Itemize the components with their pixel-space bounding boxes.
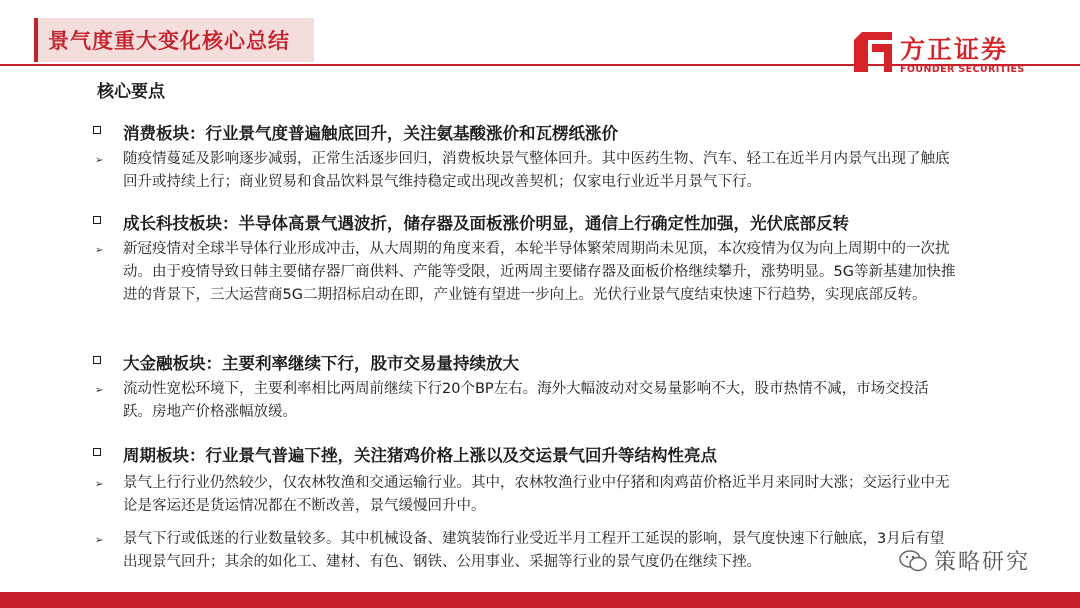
arrow-bullet-icon: ➢ (95, 155, 104, 166)
core-points-heading: 核心要点 (97, 82, 165, 102)
arrow-bullet-icon: ➢ (95, 245, 104, 256)
square-bullet-icon (93, 126, 101, 134)
section-bullet-finance: ➢ 流动性宽松环境下，主要利率相比两周前继续下行20个BP左右。海外大幅波动对交易量影响不大，股市热情不减，市场交投活跃。房地产价格涨幅放缓。 (95, 381, 929, 420)
section-heading-finance: 大金融板块：主要利率继续下行，股市交易量持续放大 (97, 350, 519, 374)
founder-securities-logo (848, 28, 1028, 80)
slide-title: 景气度重大变化核心总结 (34, 18, 314, 62)
section-bullet-growth-tech: ➢ 新冠疫情对全球半导体行业形成冲击，从大周期的角度来看，本轮半导体繁荣周期尚未见顶，本次疫情为仅为向上周期中的一次扰动。由于疫情导致日韩主要储存器厂商供料、产能等受限，近两周主要储存器及面板价格继续攀升，涨势明显。5G等新基建加快推进的背景下，三大运营商5G二期招标启动在即，产业链有望进一步向上。光伏行业景气度结束快速下行趋势，实现底部反转。 (95, 241, 956, 303)
logo-english-name: FOUNDER SECURITIES (900, 64, 1025, 75)
square-bullet-icon (93, 356, 101, 364)
founder-logo-icon (848, 30, 894, 74)
square-bullet-icon (93, 448, 101, 456)
watermark-text: 策略研究 (934, 550, 1031, 575)
arrow-bullet-icon: ➢ (95, 535, 104, 546)
arrow-bullet-icon: ➢ (95, 479, 104, 490)
section-heading-cyclical: 周期板块：行业景气普遍下挫，关注猪鸡价格上涨以及交运景气回升等结构性亮点 (97, 442, 717, 466)
logo-chinese-name: 方正证券 (900, 35, 1009, 64)
square-bullet-icon (93, 216, 101, 224)
section-heading-consumption: 消费板块：行业景气度普遍触底回升，关注氨基酸涨价和瓦楞纸涨价 (97, 120, 618, 144)
section-heading-growth-tech: 成长科技板块：半导体高景气遇波折，储存器及面板涨价明显，通信上行确定性加强，光伏底部反转 (97, 210, 849, 234)
section-bullet-cyclical-2: ➢ 景气下行或低迷的行业数量较多。其中机械设备、建筑装饰行业受近半月工程开工延误的影响，景气度快速下行触底，3月后有望出现景气回升；其余的如化工、建材、有色、钢铁、公用事业、采掘等行业的景气度仍在继续下挫。 (95, 531, 945, 570)
section-bullet-cyclical-1: ➢ 景气上行行业仍然较少，仅农林牧渔和交通运输行业。其中，农林牧渔行业中仔猪和肉鸡苗价格近半月来同时大涨；交运行业中无论是客运还是货运情况都在不断改善，景气缓慢回升中。 (95, 475, 950, 514)
wechat-watermark (898, 545, 1030, 576)
arrow-bullet-icon: ➢ (95, 385, 104, 396)
bottom-accent-bar (0, 592, 1080, 608)
wechat-icon (898, 548, 928, 574)
section-bullet-consumption: ➢ 随疫情蔓延及影响逐步减弱，正常生活逐步回归，消费板块景气整体回升。其中医药生物、汽车、轻工在近半月内景气出现了触底回升或持续上行；商业贸易和食品饮料景气维持稳定或出现改善契机；仅家电行业近半月景气下行。 (95, 151, 950, 190)
